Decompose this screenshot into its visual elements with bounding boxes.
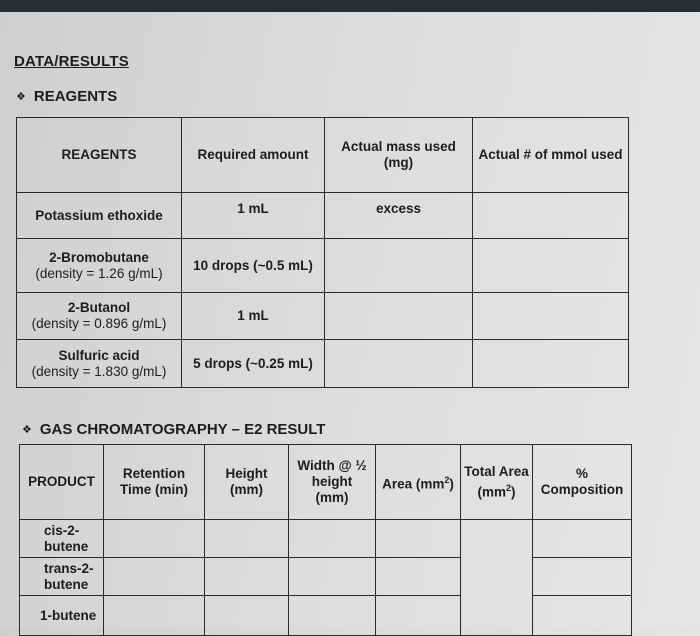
width-header-main: Width @ ½ height bbox=[297, 458, 367, 489]
reagent-name: Sulfuric acid bbox=[58, 347, 140, 363]
area-header-label: Area (mm bbox=[382, 476, 445, 492]
header-required-amount: Required amount bbox=[182, 118, 325, 193]
retention-cell[interactable] bbox=[104, 596, 205, 636]
gc-results-table bbox=[19, 444, 632, 636]
page-title: DATA/RESULTS bbox=[14, 53, 129, 70]
table-row bbox=[17, 293, 629, 340]
area-cell[interactable] bbox=[376, 596, 461, 636]
product-name: cis-2-butene bbox=[20, 520, 104, 558]
actual-mass-cell[interactable] bbox=[325, 293, 473, 340]
composition-cell[interactable] bbox=[533, 596, 632, 636]
required-amount-cell[interactable]: 5 drops (~0.25 mL) bbox=[182, 340, 325, 388]
actual-mass-cell[interactable] bbox=[325, 340, 473, 388]
header-actual-mass: Actual mass used (mg) bbox=[325, 118, 473, 193]
reagent-density: (density = 0.896 g/mL) bbox=[31, 316, 167, 331]
header-product: PRODUCT bbox=[20, 445, 104, 520]
header-height: Height (mm) bbox=[205, 445, 289, 520]
reagent-name: Potassium ethoxide bbox=[35, 207, 163, 223]
header-retention-time: Retention Time (min) bbox=[104, 445, 205, 520]
header-total-area bbox=[461, 445, 533, 520]
top-bar bbox=[0, 0, 700, 12]
height-cell[interactable] bbox=[205, 558, 289, 596]
header-actual-mmol: Actual # of mmol used bbox=[473, 118, 629, 193]
header-width-half-height bbox=[289, 445, 376, 520]
table-row bbox=[17, 193, 629, 239]
actual-mmol-cell[interactable] bbox=[473, 293, 629, 340]
header-composition: % Composition bbox=[533, 445, 632, 520]
reagents-section-label: REAGENTS bbox=[33, 88, 118, 105]
composition-cell[interactable] bbox=[533, 558, 632, 596]
header-area bbox=[376, 445, 461, 520]
actual-mmol-cell[interactable] bbox=[473, 193, 629, 239]
total-area-cell[interactable] bbox=[461, 520, 533, 636]
table-row bbox=[20, 596, 632, 636]
reagent-cell bbox=[17, 193, 182, 239]
actual-mmol-cell[interactable] bbox=[473, 340, 629, 388]
area-cell[interactable] bbox=[376, 558, 461, 596]
width-cell[interactable] bbox=[289, 520, 376, 558]
width-header-unit: (mm) bbox=[315, 490, 349, 505]
table-row bbox=[20, 558, 632, 596]
reagent-density: (density = 1.830 g/mL) bbox=[31, 363, 167, 379]
table-row bbox=[17, 239, 629, 293]
diamond-bullet-icon: ❖ bbox=[16, 91, 26, 103]
area-cell[interactable] bbox=[376, 520, 461, 558]
gc-section-label: GAS CHROMATOGRAPHY – E2 RESULT bbox=[39, 421, 326, 438]
table-row bbox=[17, 340, 629, 388]
actual-mass-cell[interactable]: excess bbox=[325, 193, 473, 239]
gc-section-title bbox=[22, 421, 325, 438]
required-amount-cell[interactable]: 10 drops (~0.5 mL) bbox=[182, 239, 325, 293]
composition-cell[interactable] bbox=[533, 520, 632, 558]
width-cell[interactable] bbox=[289, 558, 376, 596]
required-amount-cell[interactable]: 1 mL bbox=[182, 193, 325, 239]
header-reagents: REAGENTS bbox=[17, 118, 182, 193]
reagent-cell bbox=[17, 239, 182, 293]
closing-paren: ) bbox=[511, 484, 516, 500]
height-cell[interactable] bbox=[205, 596, 289, 636]
width-cell[interactable] bbox=[289, 596, 376, 636]
actual-mmol-cell[interactable] bbox=[473, 239, 629, 293]
required-amount-cell[interactable]: 1 mL bbox=[182, 293, 325, 340]
product-name: 1-butene bbox=[20, 596, 104, 636]
total-area-header-label: Total Area (mm bbox=[464, 463, 529, 500]
table-header-row bbox=[17, 118, 629, 193]
product-name: trans-2-butene bbox=[20, 558, 104, 596]
squared-superscript: 2 bbox=[506, 482, 512, 493]
reagent-cell bbox=[17, 340, 182, 388]
reagents-section-title bbox=[16, 88, 117, 105]
reagent-cell bbox=[17, 293, 182, 340]
reagents-table bbox=[16, 117, 629, 388]
closing-paren: ) bbox=[449, 476, 454, 492]
reagent-name: 2-Bromobutane bbox=[49, 249, 149, 265]
reagent-name: 2-Butanol bbox=[67, 300, 131, 315]
retention-cell[interactable] bbox=[104, 558, 205, 596]
table-row bbox=[20, 520, 632, 558]
table-header-row bbox=[20, 445, 632, 520]
retention-cell[interactable] bbox=[104, 520, 205, 558]
actual-mass-cell[interactable] bbox=[325, 239, 473, 293]
reagent-density: (density = 1.26 g/mL) bbox=[35, 265, 163, 281]
squared-superscript: 2 bbox=[444, 474, 450, 485]
diamond-bullet-icon: ❖ bbox=[22, 424, 32, 436]
height-cell[interactable] bbox=[205, 520, 289, 558]
